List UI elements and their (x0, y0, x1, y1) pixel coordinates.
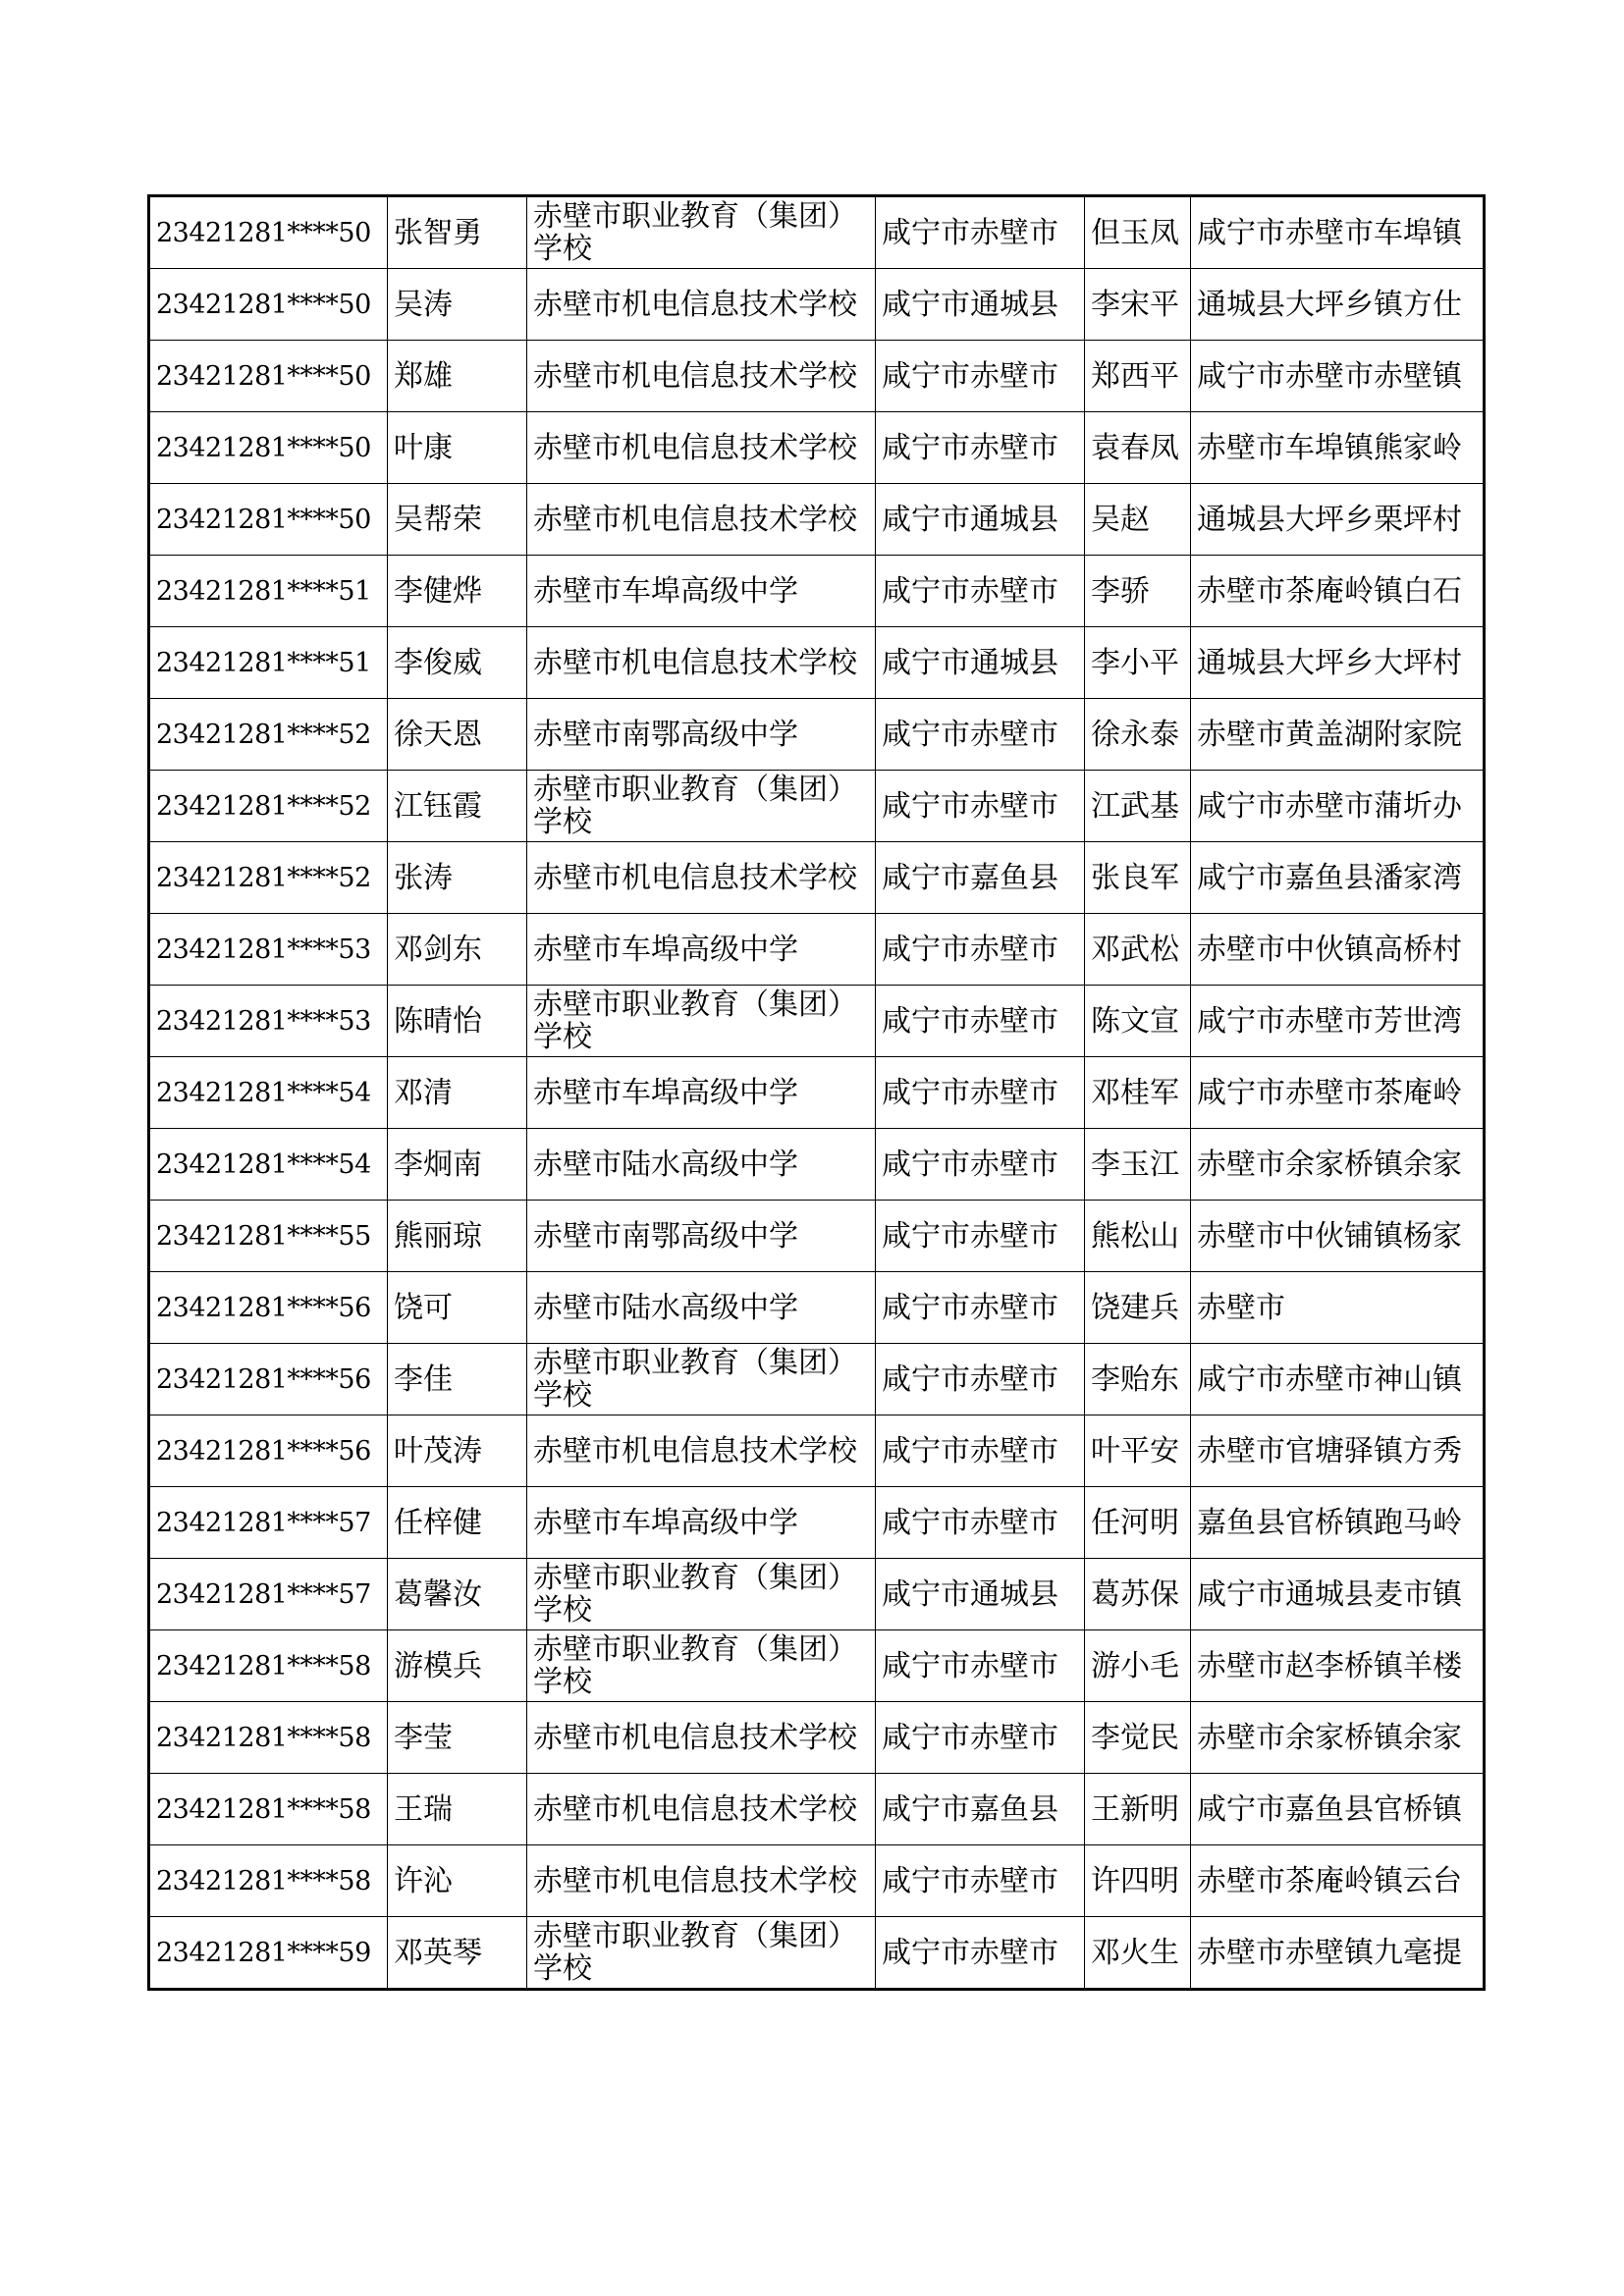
student-id-cell: 23421281****58 (149, 1630, 388, 1702)
region-cell: 咸宁市赤壁市 (876, 1630, 1085, 1702)
region-cell: 咸宁市赤壁市 (876, 1201, 1085, 1272)
student-name-cell: 游模兵 (388, 1630, 527, 1702)
student-id-cell: 23421281****50 (149, 196, 388, 269)
student-id-cell: 23421281****52 (149, 842, 388, 914)
student-id-cell: 23421281****50 (149, 484, 388, 556)
address-cell: 咸宁市赤壁市神山镇 (1191, 1344, 1485, 1415)
guardian-name-cell: 李宋平 (1085, 269, 1191, 341)
region-cell: 咸宁市赤壁市 (876, 1415, 1085, 1487)
region-cell: 咸宁市嘉鱼县 (876, 842, 1085, 914)
student-name-cell: 李莹 (388, 1702, 527, 1774)
school-cell: 赤壁市车埠高级中学 (527, 914, 876, 986)
table-row (149, 986, 1485, 1057)
address-cell: 赤壁市车埠镇熊家岭 (1191, 412, 1485, 484)
region-cell: 咸宁市赤壁市 (876, 771, 1085, 842)
student-name-cell: 饶可 (388, 1272, 527, 1344)
school-cell: 赤壁市职业教育（集团）学校 (527, 1917, 876, 1990)
region-cell: 咸宁市赤壁市 (876, 1057, 1085, 1129)
student-id-cell: 23421281****54 (149, 1129, 388, 1201)
student-name-cell: 王瑞 (388, 1774, 527, 1845)
student-name-cell: 邓剑东 (388, 914, 527, 986)
student-name-cell: 叶康 (388, 412, 527, 484)
table-row (149, 1917, 1485, 1990)
student-id-cell: 23421281****56 (149, 1344, 388, 1415)
address-cell: 赤壁市 (1191, 1272, 1485, 1344)
address-cell: 嘉鱼县官桥镇跑马岭 (1191, 1487, 1485, 1559)
table-row (149, 1559, 1485, 1630)
table-row (149, 1344, 1485, 1415)
address-cell: 咸宁市赤壁市蒲圻办 (1191, 771, 1485, 842)
region-cell: 咸宁市通城县 (876, 1559, 1085, 1630)
region-cell: 咸宁市赤壁市 (876, 1917, 1085, 1990)
address-cell: 咸宁市通城县麦市镇 (1191, 1559, 1485, 1630)
region-cell: 咸宁市通城县 (876, 269, 1085, 341)
student-name-cell: 熊丽琼 (388, 1201, 527, 1272)
guardian-name-cell: 熊松山 (1085, 1201, 1191, 1272)
student-name-cell: 任梓健 (388, 1487, 527, 1559)
table-row (149, 1702, 1485, 1774)
table-row (149, 1630, 1485, 1702)
student-id-cell: 23421281****57 (149, 1559, 388, 1630)
school-cell: 赤壁市职业教育（集团）学校 (527, 1344, 876, 1415)
student-name-cell: 李炯南 (388, 1129, 527, 1201)
table-row (149, 1774, 1485, 1845)
address-cell: 赤壁市赵李桥镇羊楼 (1191, 1630, 1485, 1702)
guardian-name-cell: 邓桂军 (1085, 1057, 1191, 1129)
table-row (149, 699, 1485, 771)
student-id-cell: 23421281****59 (149, 1917, 388, 1990)
guardian-name-cell: 但玉凤 (1085, 196, 1191, 269)
student-roster-table (147, 194, 1486, 1991)
guardian-name-cell: 陈文宣 (1085, 986, 1191, 1057)
address-cell: 咸宁市嘉鱼县潘家湾 (1191, 842, 1485, 914)
guardian-name-cell: 许四明 (1085, 1845, 1191, 1917)
guardian-name-cell: 邓火生 (1085, 1917, 1191, 1990)
student-id-cell: 23421281****52 (149, 699, 388, 771)
table-row (149, 1057, 1485, 1129)
table-row (149, 484, 1485, 556)
student-name-cell: 许沁 (388, 1845, 527, 1917)
address-cell: 赤壁市茶庵岭镇云台 (1191, 1845, 1485, 1917)
region-cell: 咸宁市赤壁市 (876, 986, 1085, 1057)
school-cell: 赤壁市南鄂高级中学 (527, 1201, 876, 1272)
guardian-name-cell: 江武基 (1085, 771, 1191, 842)
school-cell: 赤壁市车埠高级中学 (527, 556, 876, 627)
student-id-cell: 23421281****54 (149, 1057, 388, 1129)
region-cell: 咸宁市赤壁市 (876, 914, 1085, 986)
region-cell: 咸宁市通城县 (876, 484, 1085, 556)
school-cell: 赤壁市车埠高级中学 (527, 1487, 876, 1559)
student-id-cell: 23421281****58 (149, 1702, 388, 1774)
school-cell: 赤壁市机电信息技术学校 (527, 412, 876, 484)
guardian-name-cell: 饶建兵 (1085, 1272, 1191, 1344)
region-cell: 咸宁市赤壁市 (876, 1702, 1085, 1774)
guardian-name-cell: 游小毛 (1085, 1630, 1191, 1702)
school-cell: 赤壁市机电信息技术学校 (527, 1774, 876, 1845)
region-cell: 咸宁市通城县 (876, 627, 1085, 699)
table-row (149, 556, 1485, 627)
student-name-cell: 陈晴怡 (388, 986, 527, 1057)
region-cell: 咸宁市赤壁市 (876, 341, 1085, 412)
school-cell: 赤壁市机电信息技术学校 (527, 269, 876, 341)
table-row (149, 269, 1485, 341)
student-name-cell: 徐天恩 (388, 699, 527, 771)
table-row (149, 1129, 1485, 1201)
table-row (149, 1272, 1485, 1344)
guardian-name-cell: 任河明 (1085, 1487, 1191, 1559)
school-cell: 赤壁市机电信息技术学校 (527, 484, 876, 556)
roster-sheet (147, 194, 1483, 1991)
address-cell: 赤壁市茶庵岭镇白石 (1191, 556, 1485, 627)
student-name-cell: 吴帮荣 (388, 484, 527, 556)
student-name-cell: 李健烨 (388, 556, 527, 627)
student-name-cell: 葛馨汝 (388, 1559, 527, 1630)
school-cell: 赤壁市机电信息技术学校 (527, 1702, 876, 1774)
school-cell: 赤壁市机电信息技术学校 (527, 842, 876, 914)
guardian-name-cell: 张良军 (1085, 842, 1191, 914)
guardian-name-cell: 叶平安 (1085, 1415, 1191, 1487)
school-cell: 赤壁市南鄂高级中学 (527, 699, 876, 771)
student-id-cell: 23421281****50 (149, 269, 388, 341)
school-cell: 赤壁市陆水高级中学 (527, 1129, 876, 1201)
table-row (149, 1201, 1485, 1272)
guardian-name-cell: 李觉民 (1085, 1702, 1191, 1774)
student-id-cell: 23421281****51 (149, 556, 388, 627)
school-cell: 赤壁市机电信息技术学校 (527, 1845, 876, 1917)
table-row (149, 1487, 1485, 1559)
student-id-cell: 23421281****50 (149, 341, 388, 412)
student-name-cell: 叶茂涛 (388, 1415, 527, 1487)
school-cell: 赤壁市职业教育（集团）学校 (527, 771, 876, 842)
student-id-cell: 23421281****57 (149, 1487, 388, 1559)
address-cell: 通城县大坪乡镇方仕 (1191, 269, 1485, 341)
address-cell: 赤壁市余家桥镇余家 (1191, 1702, 1485, 1774)
guardian-name-cell: 邓武松 (1085, 914, 1191, 986)
student-id-cell: 23421281****52 (149, 771, 388, 842)
guardian-name-cell: 徐永泰 (1085, 699, 1191, 771)
address-cell: 赤壁市赤壁镇九毫提 (1191, 1917, 1485, 1990)
region-cell: 咸宁市赤壁市 (876, 1845, 1085, 1917)
address-cell: 赤壁市中伙铺镇杨家 (1191, 1201, 1485, 1272)
table-row (149, 771, 1485, 842)
student-id-cell: 23421281****51 (149, 627, 388, 699)
guardian-name-cell: 王新明 (1085, 1774, 1191, 1845)
student-id-cell: 23421281****53 (149, 986, 388, 1057)
address-cell: 咸宁市嘉鱼县官桥镇 (1191, 1774, 1485, 1845)
region-cell: 咸宁市赤壁市 (876, 1487, 1085, 1559)
guardian-name-cell: 吴赵 (1085, 484, 1191, 556)
address-cell: 咸宁市赤壁市车埠镇 (1191, 196, 1485, 269)
guardian-name-cell: 李小平 (1085, 627, 1191, 699)
table-row (149, 1845, 1485, 1917)
school-cell: 赤壁市机电信息技术学校 (527, 1415, 876, 1487)
student-name-cell: 李佳 (388, 1344, 527, 1415)
school-cell: 赤壁市机电信息技术学校 (527, 341, 876, 412)
table-row (149, 412, 1485, 484)
address-cell: 通城县大坪乡大坪村 (1191, 627, 1485, 699)
region-cell: 咸宁市赤壁市 (876, 196, 1085, 269)
student-id-cell: 23421281****56 (149, 1272, 388, 1344)
school-cell: 赤壁市机电信息技术学校 (527, 627, 876, 699)
student-name-cell: 张智勇 (388, 196, 527, 269)
region-cell: 咸宁市赤壁市 (876, 699, 1085, 771)
address-cell: 咸宁市赤壁市茶庵岭 (1191, 1057, 1485, 1129)
guardian-name-cell: 葛苏保 (1085, 1559, 1191, 1630)
student-id-cell: 23421281****50 (149, 412, 388, 484)
table-row (149, 842, 1485, 914)
table-row (149, 627, 1485, 699)
student-id-cell: 23421281****58 (149, 1845, 388, 1917)
guardian-name-cell: 袁春凤 (1085, 412, 1191, 484)
school-cell: 赤壁市职业教育（集团）学校 (527, 1559, 876, 1630)
table-row (149, 341, 1485, 412)
student-id-cell: 23421281****58 (149, 1774, 388, 1845)
roster-body (149, 196, 1485, 1990)
region-cell: 咸宁市赤壁市 (876, 556, 1085, 627)
student-name-cell: 邓清 (388, 1057, 527, 1129)
region-cell: 咸宁市赤壁市 (876, 412, 1085, 484)
school-cell: 赤壁市车埠高级中学 (527, 1057, 876, 1129)
student-name-cell: 邓英琴 (388, 1917, 527, 1990)
student-id-cell: 23421281****53 (149, 914, 388, 986)
region-cell: 咸宁市赤壁市 (876, 1129, 1085, 1201)
school-cell: 赤壁市职业教育（集团）学校 (527, 986, 876, 1057)
student-id-cell: 23421281****56 (149, 1415, 388, 1487)
address-cell: 咸宁市赤壁市赤壁镇 (1191, 341, 1485, 412)
student-name-cell: 江钰霞 (388, 771, 527, 842)
student-name-cell: 吴涛 (388, 269, 527, 341)
school-cell: 赤壁市陆水高级中学 (527, 1272, 876, 1344)
student-name-cell: 郑雄 (388, 341, 527, 412)
address-cell: 赤壁市中伙镇高桥村 (1191, 914, 1485, 986)
student-id-cell: 23421281****55 (149, 1201, 388, 1272)
table-row (149, 914, 1485, 986)
address-cell: 赤壁市黄盖湖附家院 (1191, 699, 1485, 771)
address-cell: 赤壁市官塘驿镇方秀 (1191, 1415, 1485, 1487)
student-name-cell: 李俊威 (388, 627, 527, 699)
guardian-name-cell: 郑西平 (1085, 341, 1191, 412)
table-row (149, 1415, 1485, 1487)
guardian-name-cell: 李玉江 (1085, 1129, 1191, 1201)
guardian-name-cell: 李骄 (1085, 556, 1191, 627)
region-cell: 咸宁市赤壁市 (876, 1272, 1085, 1344)
region-cell: 咸宁市嘉鱼县 (876, 1774, 1085, 1845)
region-cell: 咸宁市赤壁市 (876, 1344, 1085, 1415)
guardian-name-cell: 李贻东 (1085, 1344, 1191, 1415)
school-cell: 赤壁市职业教育（集团）学校 (527, 1630, 876, 1702)
table-row (149, 196, 1485, 269)
student-name-cell: 张涛 (388, 842, 527, 914)
school-cell: 赤壁市职业教育（集团）学校 (527, 196, 876, 269)
address-cell: 赤壁市余家桥镇余家 (1191, 1129, 1485, 1201)
address-cell: 咸宁市赤壁市芳世湾 (1191, 986, 1485, 1057)
address-cell: 通城县大坪乡栗坪村 (1191, 484, 1485, 556)
